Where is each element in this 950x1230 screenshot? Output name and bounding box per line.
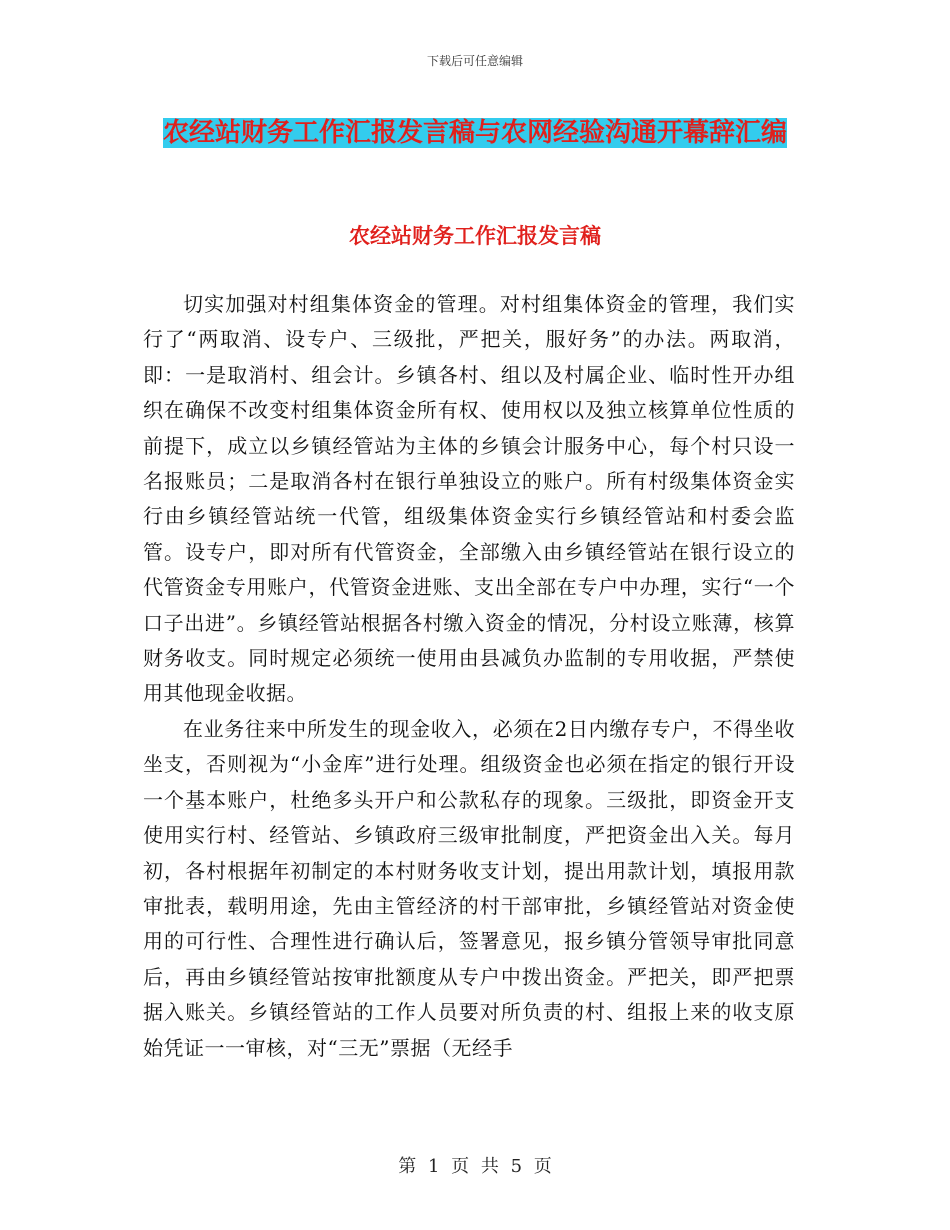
page-number-footer: 第 1 页 共 5 页 — [398, 1156, 552, 1177]
document-body — [143, 287, 795, 1066]
section-title: 农经站财务工作汇报发言稿 — [349, 224, 601, 248]
page-header-note: 下载后可任意编辑 — [426, 54, 523, 68]
document-main-title — [120, 108, 830, 158]
body-paragraph: 在业务往来中所发生的现金收入，必须在2日内缴存专户，不得坐收坐支，否则视为“小金库”进行处理。组级资金也必须在指定的银行开设一个基本账户，杜绝多头开户和公款私存的现象。三级批，即资金开支使用实行村、经管站、乡镇政府三级审批制度，严把资金出入关。每月初，各村根据年初制定的本村财务收支计划，提出用款计划，填报用款审批表，载明用途，先由主管经济的村干部审批，乡镇经管站对资金使用的可行性、合理性进行确认后，签署意见，报乡镇分管领导审批同意后，再由乡镇经管站按审批额度从专户中拨出资金。严把关，即严把票据入账关。乡镇经管站的工作人员要对所负责的村、组报上来的收支原始凭证一一审核，对“三无”票据（无经手 — [143, 716, 795, 1060]
main-title-text: 农经站财务工作汇报发言稿与农网经验沟通开幕辞汇编 — [162, 118, 787, 148]
body-paragraph: 切实加强对村组集体资金的管理。对村组集体资金的管理，我们实行了“两取消、设专户、三级批，严把关，服好务”的办法。两取消，即：一是取消村、组会计。乡镇各村、组以及村属企业、临时性开办组织在确保不改变村组集体资金所有权、使用权以及独立核算单位性质的前提下，成立以乡镇经管站为主体的乡镇会计服务中心，每个村只设一名报账员；二是取消各村在银行单独设立的账户。所有村级集体资金实行由乡镇经管站统一代管，组级集体资金实行乡镇经管站和村委会监管。设专户，即对所有代管资金，全部缴入由乡镇经管站在银行设立的代管资金专用账户，代管资金进账、支出全部在专户中办理，实行“一个口子出进”。乡镇经管站根据各村缴入资金的情况，分村设立账薄，核算财务收支。同时规定必须统一使用由县减负办监制的专用收据，严禁使用其他现金收据。 — [143, 292, 795, 706]
